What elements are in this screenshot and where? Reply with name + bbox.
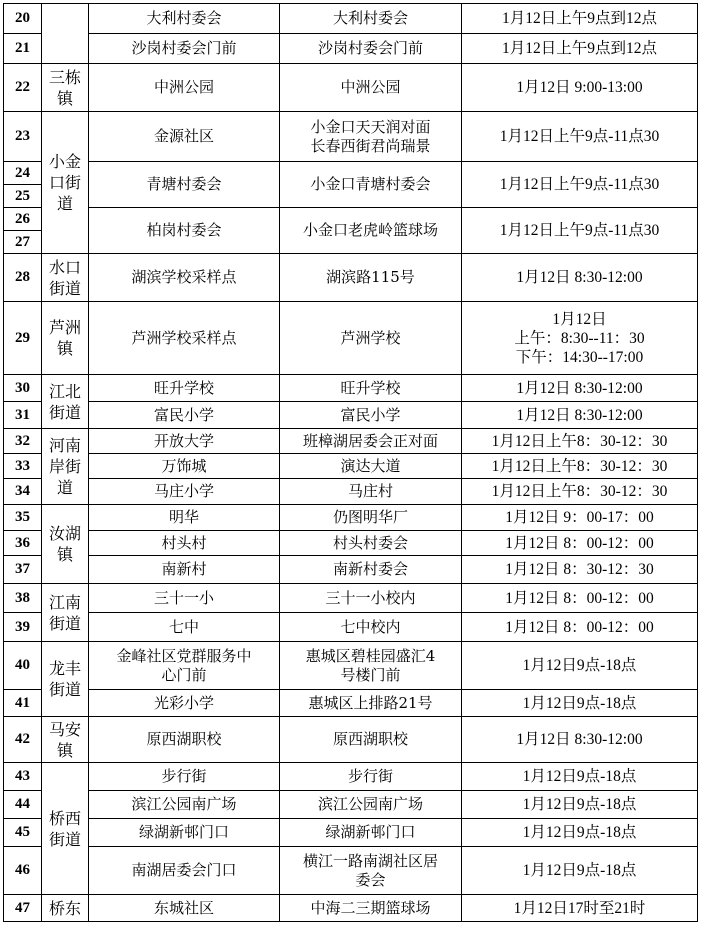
street-name: 三栋镇	[48, 67, 81, 108]
street-name: 江北街道	[48, 381, 81, 422]
address-line: 惠城区碧桂园盛汇4	[305, 646, 436, 665]
row-number: 28	[4, 254, 42, 302]
sampling-time: 1月12日上午8：30-12：30	[462, 479, 698, 505]
row-number: 25	[4, 185, 42, 208]
street-cell	[42, 717, 89, 763]
site-address: 小金口青塘村委会	[280, 162, 462, 208]
table-row	[4, 717, 698, 763]
sampling-time: 1月12日上午8：30-12：30	[462, 429, 698, 454]
table-row	[4, 613, 698, 642]
sampling-time: 1月12日9点-18点	[462, 791, 698, 819]
site-address: 三十一小校内	[280, 584, 462, 613]
site-name: 富民小学	[89, 402, 280, 429]
row-number: 22	[4, 64, 42, 112]
sampling-time: 1月12日 8：00-12：00	[462, 584, 698, 613]
site-address: 七中校内	[280, 613, 462, 642]
site-name: 南湖居委会门口	[89, 847, 280, 895]
site-address: 大利村委会	[280, 4, 462, 34]
table-row	[4, 479, 698, 505]
row-number: 26	[4, 208, 42, 231]
site-name: 滨江公园南广场	[89, 791, 280, 819]
time-line: 下午：14:30--17:00	[515, 348, 644, 366]
site-name: 旺升学校	[89, 375, 280, 402]
address-line: 长春西街君尚瑞景	[310, 136, 431, 155]
site-name: 绿湖新邨门口	[89, 819, 280, 847]
street-name: 小金口街道	[48, 152, 81, 213]
address-line: 横江一路南湖社区居	[302, 851, 438, 870]
street-cell	[42, 763, 89, 895]
table-row	[4, 254, 698, 302]
row-number: 21	[4, 34, 42, 64]
site-name: 开放大学	[89, 429, 280, 454]
table-row	[4, 162, 698, 185]
table-row	[4, 690, 698, 717]
site-name	[89, 642, 280, 690]
site-line: 心门前	[161, 665, 207, 684]
row-number: 32	[4, 429, 42, 454]
site-name: 明华	[89, 505, 280, 531]
site-name: 马庄小学	[89, 479, 280, 505]
row-number: 20	[4, 4, 42, 34]
row-number: 39	[4, 613, 42, 642]
sampling-time: 1月12日上午9点到12点	[462, 4, 698, 34]
street-cell	[42, 505, 89, 584]
site-address: 绿湖新邨门口	[280, 819, 462, 847]
row-number: 46	[4, 847, 42, 895]
site-address: 惠城区上排路21号	[280, 690, 462, 717]
street-cell	[42, 895, 89, 922]
row-number: 38	[4, 584, 42, 613]
row-number: 24	[4, 162, 42, 185]
site-name: 沙岗村委会门前	[89, 34, 280, 64]
street-name: 龙丰街道	[48, 659, 81, 699]
table-row	[4, 791, 698, 819]
row-number: 33	[4, 454, 42, 479]
table-row	[4, 375, 698, 402]
sampling-time: 1月12日 8：00-12：00	[462, 613, 698, 642]
row-number: 34	[4, 479, 42, 505]
sampling-time: 1月12日上午9点-11点30	[462, 162, 698, 208]
sampling-time: 1月12日9点-18点	[462, 763, 698, 791]
table-row	[4, 112, 698, 162]
street-cell	[42, 642, 89, 717]
street-cell	[42, 4, 89, 64]
site-name: 光彩小学	[89, 690, 280, 717]
sampling-time: 1月12日 8:30-12:00	[462, 402, 698, 429]
table-row	[4, 531, 698, 556]
street-name: 水口街道	[48, 257, 81, 298]
site-name: 步行街	[89, 763, 280, 791]
sampling-time: 1月12日 8：00-12：00	[462, 531, 698, 556]
sampling-time: 1月12日 9:00-13:00	[462, 64, 698, 112]
sampling-time: 1月12日 8：30-12：30	[462, 556, 698, 584]
street-name: 河南岸街道	[48, 436, 81, 497]
sampling-site-table	[3, 3, 698, 922]
site-name: 原西湖职校	[89, 717, 280, 763]
street-cell	[42, 375, 89, 429]
table-row	[4, 819, 698, 847]
sampling-time: 1月12日 8:30-12:00	[462, 717, 698, 763]
street-name: 桥西街道	[48, 808, 81, 849]
row-number: 35	[4, 505, 42, 531]
site-address: 村头村委会	[280, 531, 462, 556]
site-name: 大利村委会	[89, 4, 280, 34]
site-address: 沙岗村委会门前	[280, 34, 462, 64]
sampling-time: 1月12日上午9点-11点30	[462, 208, 698, 254]
row-number: 40	[4, 642, 42, 690]
site-address: 湖滨路115号	[280, 254, 462, 302]
site-address: 演达大道	[280, 454, 462, 479]
site-name: 东城社区	[89, 895, 280, 922]
table-row	[4, 584, 698, 613]
site-name: 中洲公园	[89, 64, 280, 112]
time-line: 1月12日	[552, 310, 607, 328]
row-number: 43	[4, 763, 42, 791]
site-address: 滨江公园南广场	[280, 791, 462, 819]
street-name: 芦洲镇	[48, 318, 81, 358]
street-cell	[42, 584, 89, 642]
address-line: 号楼门前	[340, 665, 401, 684]
table-row	[4, 556, 698, 584]
site-address: 芦洲学校	[280, 302, 462, 375]
site-line: 金峰社区党群服务中	[116, 646, 252, 665]
site-name: 南新村	[89, 556, 280, 584]
row-number: 27	[4, 231, 42, 254]
table-row	[4, 895, 698, 922]
row-number: 37	[4, 556, 42, 584]
site-name: 村头村	[89, 531, 280, 556]
table-row	[4, 763, 698, 791]
site-address: 中洲公园	[280, 64, 462, 112]
sampling-time	[462, 302, 698, 375]
site-name: 三十一小	[89, 584, 280, 613]
sampling-time: 1月12日上午9点到12点	[462, 34, 698, 64]
street-cell	[42, 429, 89, 505]
street-cell	[42, 254, 89, 302]
row-number: 41	[4, 690, 42, 717]
row-number: 42	[4, 717, 42, 763]
table-row	[4, 302, 698, 375]
site-address: 班樟湖居委会正对面	[280, 429, 462, 454]
table-row	[4, 505, 698, 531]
sampling-time: 1月12日17时至21时	[462, 895, 698, 922]
site-address: 富民小学	[280, 402, 462, 429]
site-address: 小金口老虎岭篮球场	[280, 208, 462, 254]
table-row	[4, 34, 698, 64]
site-name: 金源社区	[89, 112, 280, 162]
row-number: 36	[4, 531, 42, 556]
site-address: 马庄村	[280, 479, 462, 505]
site-address: 仍图明华厂	[280, 505, 462, 531]
street-cell	[42, 112, 89, 254]
row-number: 30	[4, 375, 42, 402]
sampling-time: 1月12日上午9点-11点30	[462, 112, 698, 162]
site-name: 湖滨学校采样点	[89, 254, 280, 302]
sampling-time: 1月12日9点-18点	[462, 690, 698, 717]
table-row	[4, 64, 698, 112]
sampling-time: 1月12日 8:30-12:00	[462, 375, 698, 402]
site-address	[280, 112, 462, 162]
row-number: 47	[4, 895, 42, 922]
site-address: 旺升学校	[280, 375, 462, 402]
table-row	[4, 429, 698, 454]
street-cell	[42, 302, 89, 375]
site-name: 芦洲学校采样点	[89, 302, 280, 375]
address-line: 小金口天天润对面	[310, 117, 431, 136]
street-name: 汝湖镇	[48, 524, 81, 564]
row-number: 23	[4, 112, 42, 162]
site-address: 中海二三期篮球场	[280, 895, 462, 922]
row-number: 31	[4, 402, 42, 429]
street-name: 马安镇	[48, 719, 81, 760]
site-name: 青塘村委会	[89, 162, 280, 208]
table-row	[4, 208, 698, 231]
sampling-time: 1月12日9点-18点	[462, 847, 698, 895]
site-address	[280, 847, 462, 895]
street-cell	[42, 64, 89, 112]
table-row	[4, 4, 698, 34]
row-number: 44	[4, 791, 42, 819]
sampling-time: 1月12日 8:30-12:00	[462, 254, 698, 302]
site-address: 南新村委会	[280, 556, 462, 584]
street-name: 桥东	[48, 898, 81, 918]
site-name: 七中	[89, 613, 280, 642]
table-row	[4, 454, 698, 479]
site-address: 原西湖职校	[280, 717, 462, 763]
table-row	[4, 847, 698, 895]
site-address: 步行街	[280, 763, 462, 791]
street-name: 江南街道	[48, 592, 81, 633]
sampling-time: 1月12日9点-18点	[462, 819, 698, 847]
site-name: 万饰城	[89, 454, 280, 479]
sampling-time: 1月12日9点-18点	[462, 642, 698, 690]
sampling-time: 1月12日 9：00-17：00	[462, 505, 698, 531]
row-number: 45	[4, 819, 42, 847]
table-row	[4, 402, 698, 429]
row-number: 29	[4, 302, 42, 375]
sampling-time: 1月12日上午8：30-12：30	[462, 454, 698, 479]
time-line: 上午：8:30--11：30	[514, 329, 645, 347]
table-row	[4, 642, 698, 690]
address-line: 委会	[355, 870, 386, 889]
site-address	[280, 642, 462, 690]
site-name: 柏岗村委会	[89, 208, 280, 254]
